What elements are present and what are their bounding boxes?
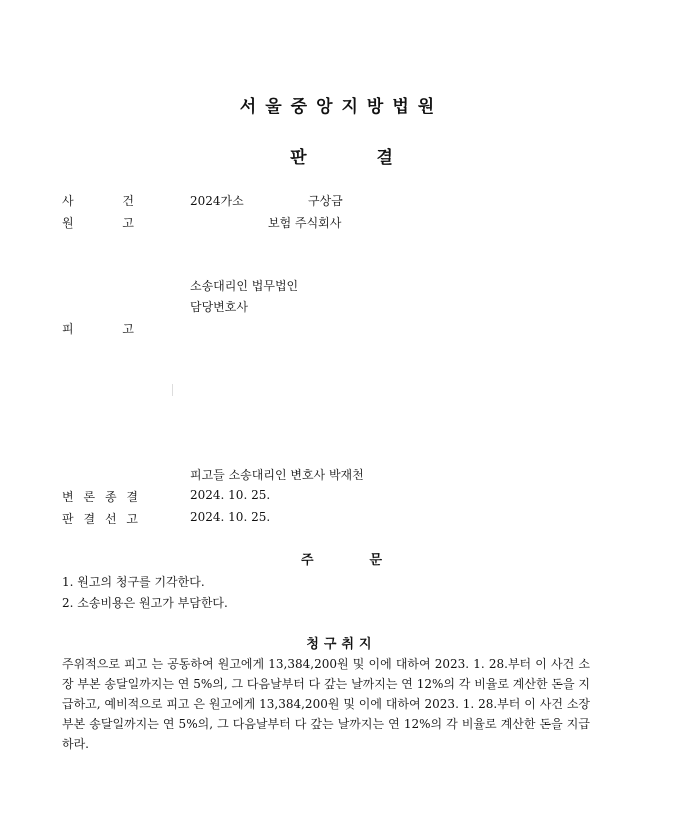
- order-title: 주 문: [300, 553, 383, 568]
- order-item-2: 2. 소송비용은 원고가 부담한다.: [62, 596, 228, 610]
- plaintiff-attorney: 담당변호사: [190, 300, 248, 314]
- defendant-representative: 피고들 소송대리인 변호사 박재천: [190, 468, 364, 482]
- closing-date: 2024. 10. 25.: [190, 488, 271, 502]
- judgment-label: 판 결 선 고: [62, 512, 138, 526]
- claim-title: 청구취지: [306, 637, 377, 652]
- document-title-char-2: 결: [376, 148, 393, 168]
- court-name: 서울중앙지방법원: [239, 97, 444, 117]
- plaintiff-name: 보험 주식회사: [268, 216, 342, 230]
- case-name: 구상금: [308, 194, 343, 208]
- document-title: [0, 143, 683, 168]
- order-item-1: 1. 원고의 청구를 기각한다.: [62, 575, 205, 589]
- case-label: 사 건: [62, 194, 134, 208]
- document-title-char-1: 판: [290, 148, 307, 168]
- closing-label: 변 론 종 결: [62, 490, 138, 504]
- defendant-label: 피 고: [62, 322, 134, 336]
- judgment-date: 2024. 10. 25.: [190, 510, 271, 524]
- claim-paragraph: 주위적으로 피고 는 공동하여 원고에게 13,384,200원 및 이에 대하여 2023. 1. 28.부터 이 사건 소장 부본 송달일까지는 연 5%의, 그 다음날부터 다 갚는 날까지는 연 12%의 각 비율로 계산한 돈을 지급하고, 예비적으로 피고 은 원고에게 13,384,200원 및 이에 대하여 2023. 1. 28.부터 이 사건 소장 부본 송달일까지는 연 5%의, 그 다음날부터 다 갚는 날까지는 연 12%의 각 비율로 계산한 돈을 지급하라.: [62, 657, 590, 751]
- plaintiff-label: 원 고: [62, 216, 134, 230]
- plaintiff-representative-firm: 소송대리인 법무법인: [190, 279, 299, 293]
- redaction-mark: [172, 384, 173, 396]
- case-number: 2024가소: [190, 194, 244, 208]
